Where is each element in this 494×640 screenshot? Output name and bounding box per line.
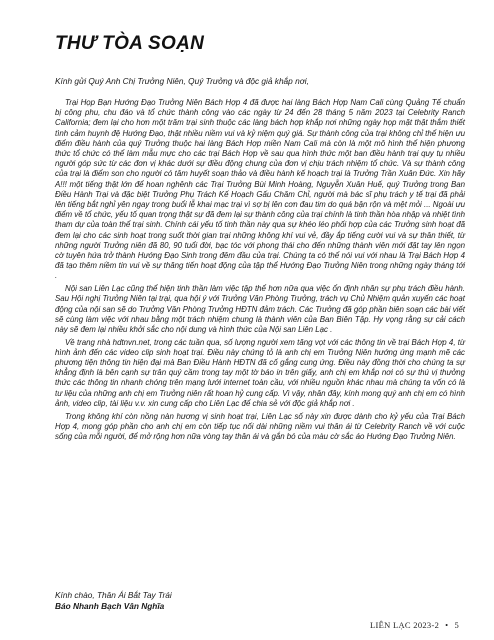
page-footer [370, 620, 459, 630]
paragraph: Nội san Liên Lạc cũng thể hiện tinh thần làm việc tập thể hơn nữa qua việc ổn định nhân sự phụ trách điều hành. Sau Hội nghị Trưởng Niên tại trại, qua hội ý với Trưởng Văn Phòng Trưởng, trách vụ Chủ Nhiệm quản xuyến các hoạt động của nội san sẽ do Trưởng Văn Phòng Trưởng HĐTN đảm trách. Các Trưởng đã góp phần biên soạn các bài viết sẽ cùng làm việc với nhau bằng một trách nhiệm chung là thành viên của Ban Biên Tập. Hy vọng rằng sự cải cách này sẽ đem lại nhiều khởi sắc cho nội dung và hình thức của Nội san Liên Lạc . [55, 284, 465, 334]
publication-name: LIÊN LẠC 2023-2 [369, 620, 440, 630]
paragraph: Trong không khí còn nồng nàn hương vị sinh hoạt trại, Liên Lạc số này xin được dành cho kỷ yếu của Trại Bách Hợp 4, mong góp phần cho anh chị em còn tiếp tục nối dài những niềm vui thân ái từ Celebrity Ranch về với cuộc sống của mỗi người, để mở rộng hơn nữa vòng tay thân ái và gắn bó của màu cờ sắc áo Hướng Đạo Trưởng Niên. [55, 411, 465, 441]
closing-block [55, 590, 355, 612]
footer-separator: • [445, 620, 449, 630]
salutation: Kính gửi Quý Anh Chị Trưởng Niên, Quý Trưởng và độc giả khắp nơi, [55, 76, 309, 86]
paragraph: Về trang nhà hdtnvn.net, trong các tuần qua, số lượng người xem tăng vọt với các thông tin về trại Bách Hợp 4, từ hình ảnh đến các video clip sinh hoạt trại. Điều này chứng tỏ là anh chị em Trưởng Niên hướng ứng mạnh mẽ các phương tiện thông tin hiện đại mà Ban Điều Hành HĐTN đã cố gắng cung ứng. Điều này đồng thời cho chúng ta sự khẳng định là bên cạnh sự trân quý cầm trong tay một tờ báo in trên giấy, anh chị em khắp nơi có sự thú vị thưởng thức các thông tin nhanh chóng trên mạng lưới internet toàn cầu, với nhiều nguồn khác nhau mà chúng ta vốn có là tư liệu của những anh chị em Trưởng niên rất hoan hỷ cung cấp. Vì vậy, nhân đây, kính mong quý anh chị em có hình ảnh, video clip, tài liệu v.v. xin cung cấp cho Liên Lạc để chia sẻ với độc giả khắp nơi . [55, 337, 465, 408]
letter-body [55, 98, 465, 445]
signature: Báo Nhanh Bạch Vân Nghĩa [55, 601, 165, 611]
page-number: 5 [454, 620, 459, 630]
page-title: THƯ TÒA SOẠN [55, 33, 205, 54]
closing-greeting: Kính chào, Thân Ái Bắt Tay Trái [55, 590, 172, 600]
paragraph: Trại Họp Bạn Hướng Đạo Trưởng Niên Bách Hợp 4 đã được hai làng Bách Hợp Nam Cali cùng Quảng Tế chuẩn bị công phu, chu đáo và tổ chức thành công vào các ngày từ 24 đến 28 tháng 5 năm 2023 tại Celebrity Ranch California; đem lại cho hơn một trăm trại sinh thuộc các làng bách hợp khắp nơi những ngày họp mặt thật thắm thiết tình cảm huynh đệ Hướng Đạo, thật nhiều niềm vui và kỷ niệm quý giá. Sự thành công của trại không chỉ thể hiện ưu điểm điều hành của quý Trưởng thuộc hai làng Bách Hợp miền Nam Cali mà còn là một mô hình thể hiện phương thức tổ chức có thể làm mẫu mực cho các trại Bách Hợp về sau qua hình thức một ban điều hành trại quy tụ nhiều người góp sức từ các đơn vị khác dưới sự điều động chung của đơn vị chịu trách nhiệm tổ chức. Và sự thành công của trại là điểm son cho người có tâm huyết soạn thảo và điều hành kế hoạch trại là Trưởng Trần Xuân Đức. Xin hãy A!!! một tiếng thật lớn để hoan nghênh các Trại Trưởng Bùi Minh Hoàng, Nguyễn Xuân Huế, quý Trưởng trong Ban Điều Hành Trại và đặc biệt Trưởng Phụ Trách Kế Hoạch Gấu Chăm Chỉ, người mà bác sĩ phụ trách y tế trại đã phải lên tiếng bắt nghỉ yên ngay trong buổi lễ khai mạc trại vì sợ bị lên cơn đau tim do quá bận rộn và mệt mỏi ... Ngoài ưu điểm về tổ chức, yếu tố quan trọng thật sự đã đem lại sự thành công của trại chính là tinh thần hòa nhập và nhiệt tình tham dự của toàn thể trại sinh. Chính cái yếu tố tinh thần này qua sự khéo léo phối hợp của các Trưởng sinh hoạt đã đem lại cho các sinh hoạt trong suốt thời gian trại những không khí vui vẻ, đầy ắp tiếng cười vui và sự thân thiết, từ những người Trưởng niên đã 80, 90 tuổi đời, bạc tóc với phong thái cho đến những thành viên mới đặt tay lên ngọn cờ tuyên hứa trở thành Hướng Đạo Sinh trong đêm đầu của trại. Chúng ta có thể nói vui với nhau là Trại Bách Hợp 4 đã tạo thêm niềm tin vui về sự thăng tiến hoạt động của tập thể Hướng Đạo Trưởng Niên trong những ngày tháng tới . [55, 98, 465, 281]
